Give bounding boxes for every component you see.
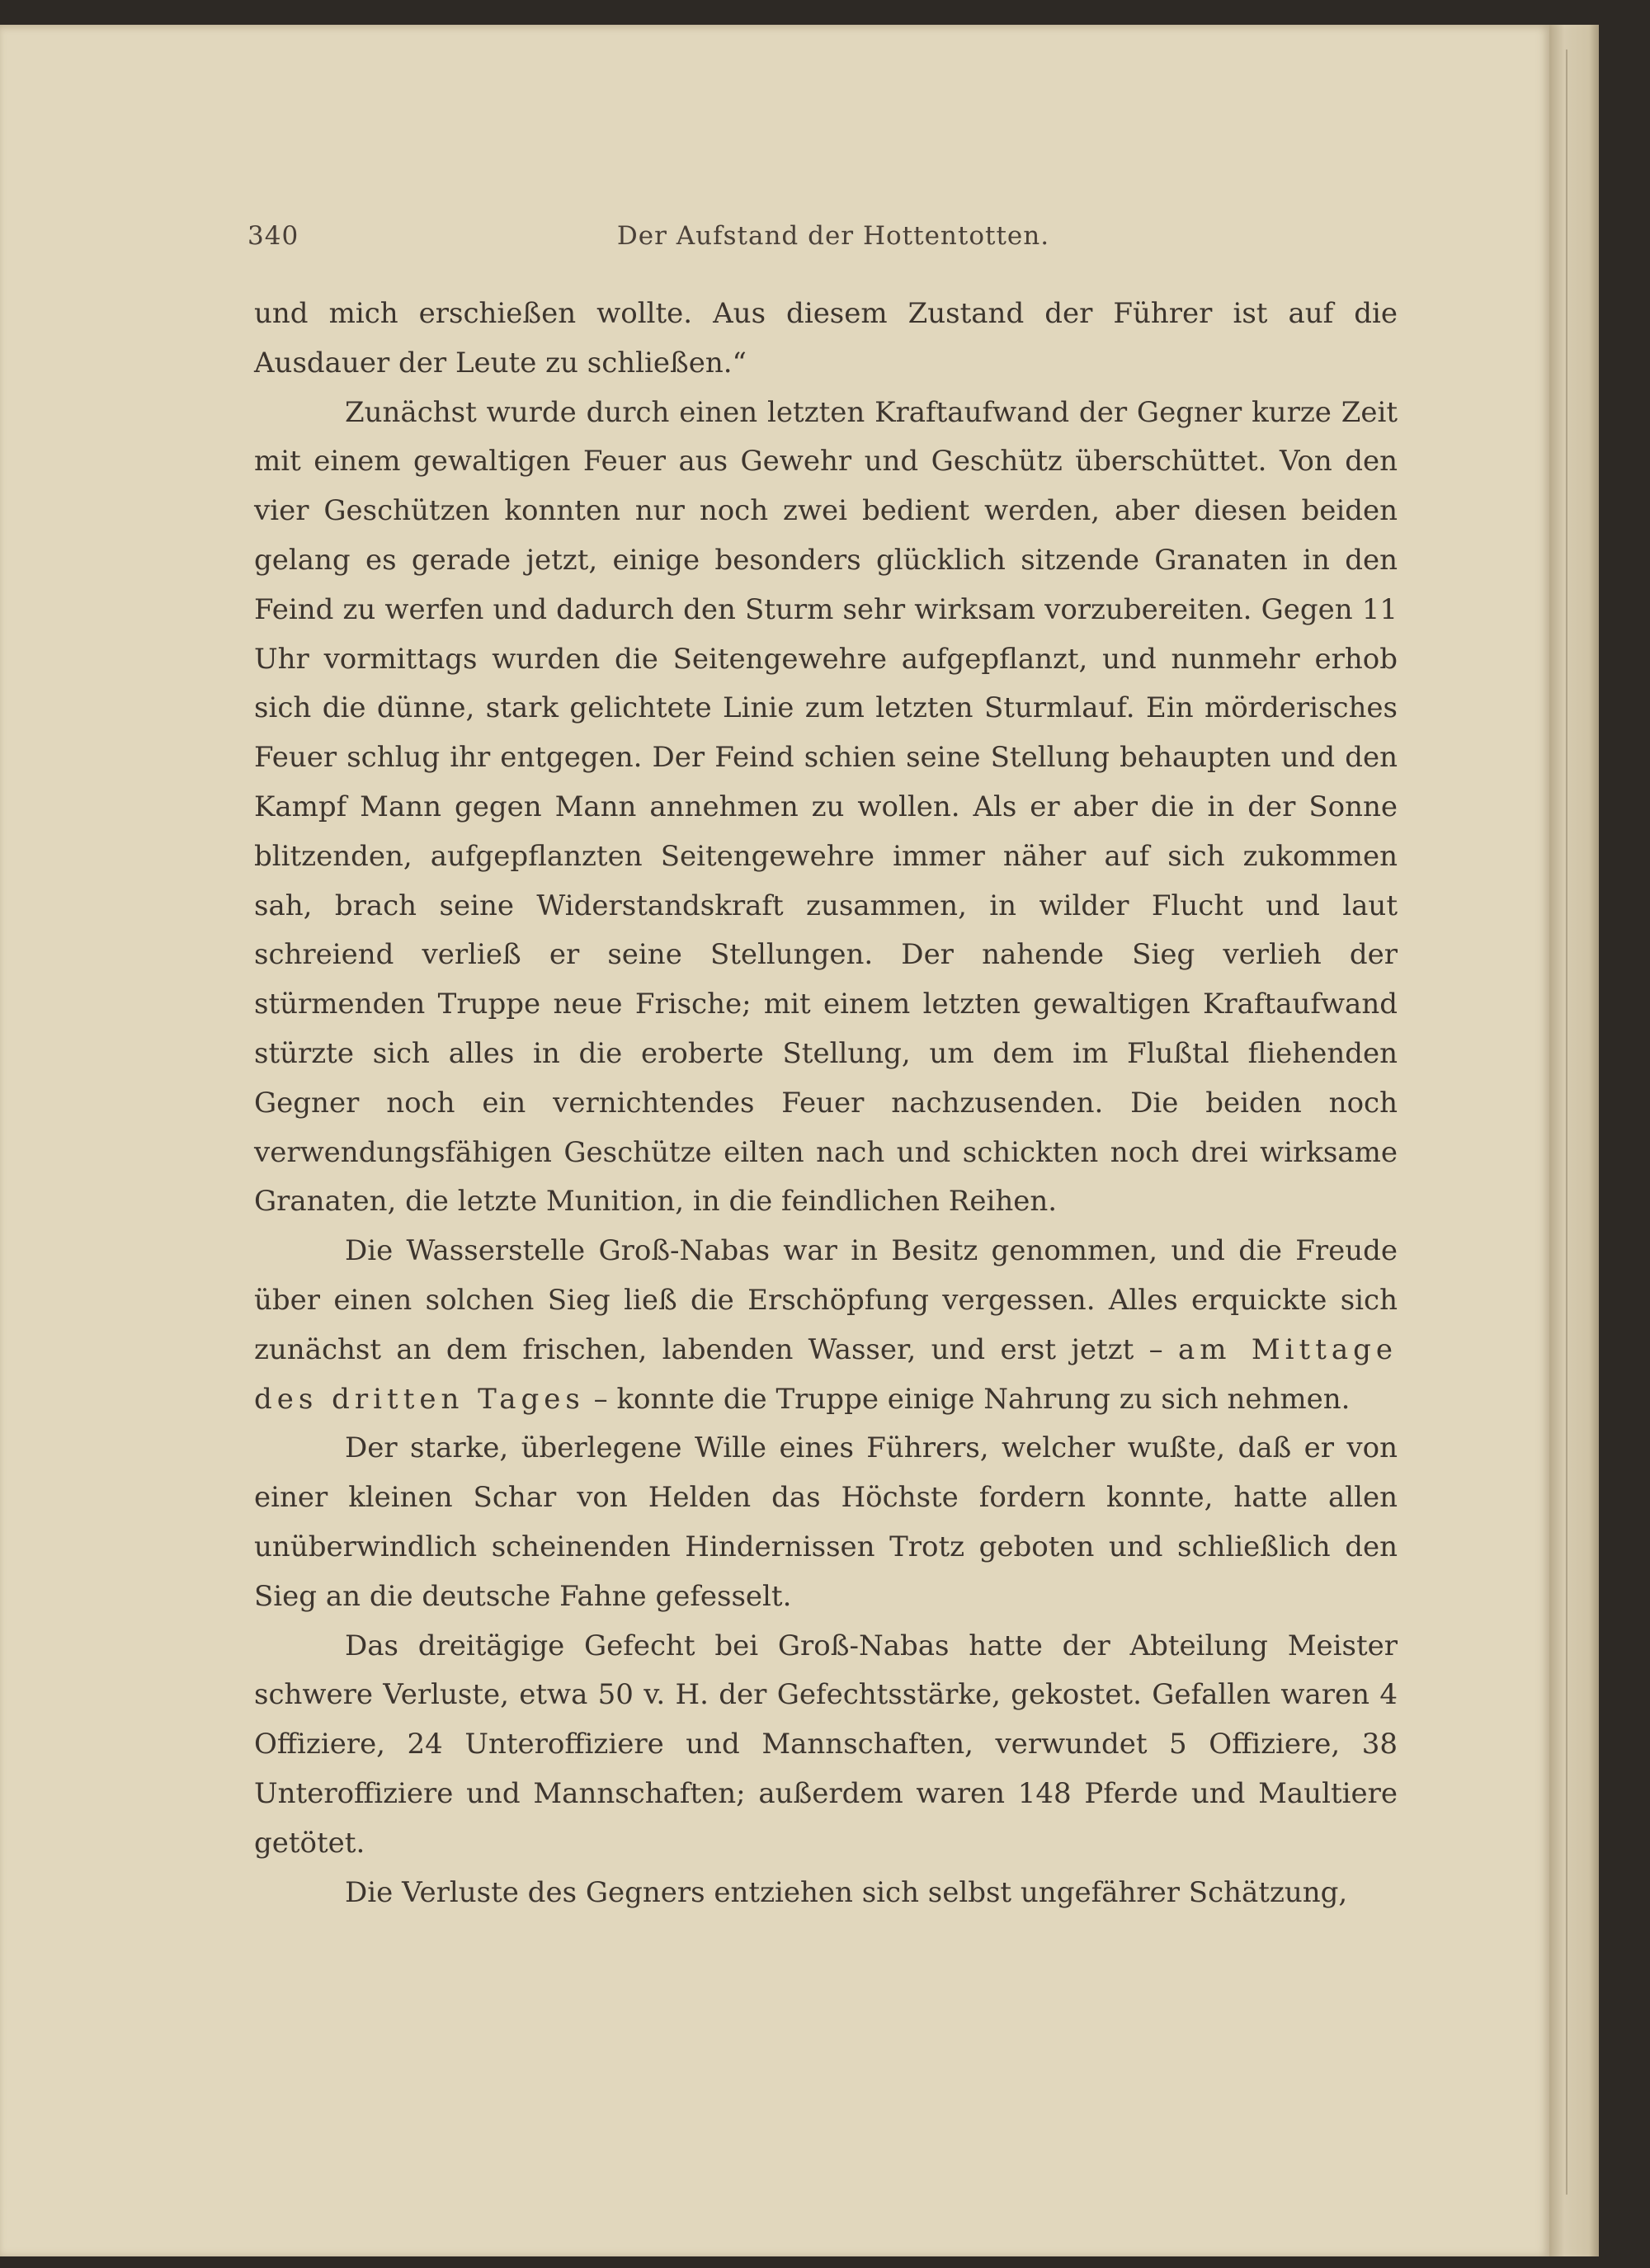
- paragraph-3-text-before: Die Wasserstelle Groß-Nabas war in Besitz genommen, und die Freude über einen solchen Sieg ließ die Erschöpfung vergessen. Alles erquickte sich zunächst an dem frischen, labenden Wasser, und erst jetzt –: [254, 1234, 1398, 1366]
- page-number: 340: [248, 221, 299, 251]
- spine-fold-line: [1566, 50, 1568, 2195]
- paragraph-5: [254, 1622, 1398, 1869]
- paragraph-1-text: und mich erschießen wollte. Aus diesem Zustand der Führer ist auf die Ausdauer der Leute zu schließen.“: [254, 297, 1398, 380]
- body-text: [254, 290, 1398, 1917]
- paragraph-2: [254, 389, 1398, 1228]
- paragraph-4-text: Der starke, überlegene Wille eines Führers, welcher wußte, daß er von einer kleinen Schar von Helden das Höchste fordern konnte, hatte allen unüberwindlich scheinenden Hindernissen Trotz geboten und schließlich den Sieg an die deutsche Fahne gefesselt.: [254, 1431, 1398, 1613]
- paragraph-3-spaced-emphasis: am Mittage des dritten Tages: [254, 1332, 1398, 1416]
- paragraph-6: [254, 1869, 1398, 1918]
- paragraph-3-text-after: – konnte die Truppe einige Nahrung zu sich nehmen.: [593, 1382, 1351, 1416]
- book-spine: [1549, 25, 1599, 2256]
- paragraph-5-text: Das dreitägige Gefecht bei Groß-Nabas hatte der Abteilung Meister schwere Verluste, etwa 50 v. H. der Gefechtsstärke, gekostet. Gefallen waren 4 Offiziere, 24 Unteroffiziere und Mannschaften, verwundet 5 Offiziere, 38 Unteroffiziere und Mannschaften; außerdem waren 148 Pferde und Maultiere getötet.: [254, 1629, 1398, 1860]
- paragraph-4: [254, 1424, 1398, 1621]
- page-header: [248, 221, 1419, 262]
- paragraph-2-text: Zunächst wurde durch einen letzten Kraftaufwand der Gegner kurze Zeit mit einem gewaltigen Feuer aus Gewehr und Geschütz überschüttet. Von den vier Geschützen konnten nur noch zwei bedient werden, aber diesen beiden gelang es gerade jetzt, einige besonders glücklich sitzende Granaten in den Feind zu werfen und dadurch den Sturm sehr wirksam vorzubereiten. Gegen 11 Uhr vormittags wurden die Seitengewehre aufgepflanzt, und nunmehr erhob sich die dünne, stark gelichtete Linie zum letzten Sturmlauf. Ein mörderisches Feuer schlug ihr entgegen. Der Feind schien seine Stellung behaupten und den Kampf Mann gegen Mann annehmen zu wollen. Als er aber die in der Sonne blitzenden, aufgepflanzten Seitengewehre immer näher auf sich zukommen sah, brach seine Widerstandskraft zusammen, in wilder Flucht und laut schreiend verließ er seine Stellungen. Der nahende Sieg verlieh der stürmenden Truppe neue Frische; mit einem letzten gewaltigen Kraftaufwand stürzte sich alles in die eroberte Stellung, um dem im Flußtal fliehenden Gegner noch ein vernichtendes Feuer nachzusenden. Die beiden noch verwendungsfähigen Geschütze eilten nach und schickten noch drei wirksame Granaten, die letzte Munition, in die feindlichen Reihen.: [254, 395, 1398, 1219]
- running-title: Der Aufstand der Hottentotten.: [616, 221, 1050, 251]
- paragraph-6-text: Die Verluste des Gegners entziehen sich selbst ungefährer Schätzung,: [345, 1875, 1348, 1909]
- paragraph-3: [254, 1227, 1398, 1424]
- paragraph-1: [254, 290, 1398, 389]
